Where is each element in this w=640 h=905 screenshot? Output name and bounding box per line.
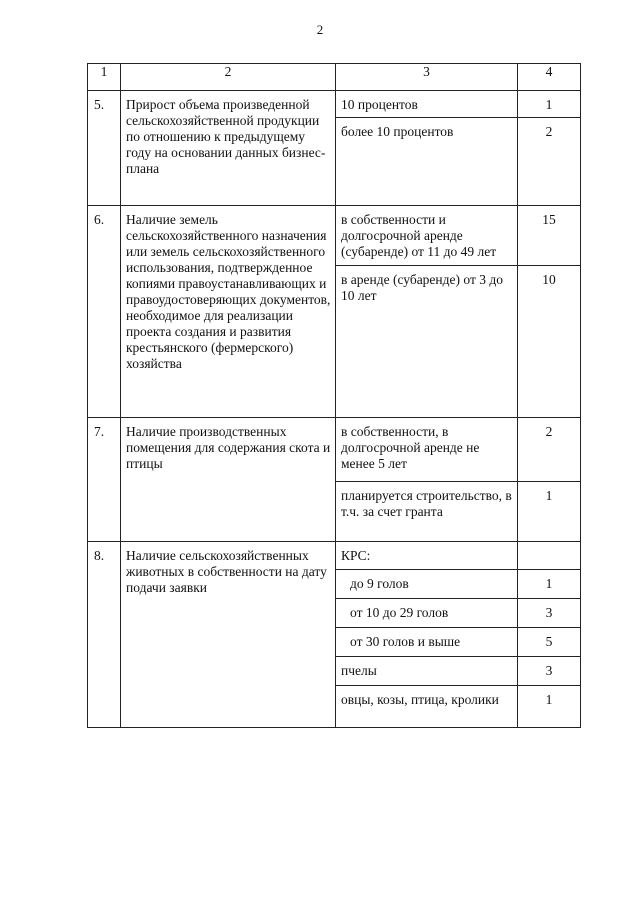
option-points: 1	[518, 91, 581, 118]
criterion-name: Наличие производственных помещения для содержания скота и птицы	[121, 418, 336, 542]
option-label: от 10 до 29 голов	[336, 599, 518, 628]
header-row	[88, 64, 581, 91]
option-points: 3	[518, 657, 581, 686]
header-col-3: 3	[336, 64, 518, 91]
option-label: от 30 голов и выше	[336, 628, 518, 657]
criterion-row	[88, 91, 581, 118]
option-points: 3	[518, 599, 581, 628]
option-points: 10	[518, 266, 581, 418]
option-points: 2	[518, 418, 581, 482]
option-points: 2	[518, 118, 581, 206]
criterion-number: 5.	[88, 91, 121, 206]
option-label: более 10 процентов	[336, 118, 518, 206]
criterion-row	[88, 418, 581, 482]
criterion-name: Наличие сельскохозяйственных животных в собственности на дату подачи заявки	[121, 542, 336, 728]
criterion-number: 6.	[88, 206, 121, 418]
option-points	[518, 542, 581, 570]
criterion-number: 7.	[88, 418, 121, 542]
option-label: КРС:	[336, 542, 518, 570]
criterion-row	[88, 542, 581, 570]
header-col-4: 4	[518, 64, 581, 91]
option-label: до 9 голов	[336, 570, 518, 599]
option-label: планируется строительство, в т.ч. за счет гранта	[336, 482, 518, 542]
criterion-number: 8.	[88, 542, 121, 728]
page-number: 2	[316, 22, 324, 37]
option-label: овцы, козы, птица, кролики	[336, 686, 518, 728]
criterion-name: Наличие земель сельскохозяйственного назначения или земель сельскохозяйственного использования, подтвержденное копиями правоустанавливающих и правоудостоверяющих документов, необходимое для реализации проекта создания и развития крестьянского (фермерского) хозяйства	[121, 206, 336, 418]
option-points: 1	[518, 686, 581, 728]
option-label: пчелы	[336, 657, 518, 686]
criterion-row	[88, 206, 581, 266]
option-label: в аренде (субаренде) от 3 до 10 лет	[336, 266, 518, 418]
option-points: 1	[518, 570, 581, 599]
header-col-1: 1	[88, 64, 121, 91]
criterion-name: Прирост объема произведенной сельскохозяйственной продукции по отношению к предыдущему году на основании данных бизнес-плана	[121, 91, 336, 206]
criteria-table	[87, 63, 581, 728]
option-points: 5	[518, 628, 581, 657]
option-label: в собственности и долгосрочной аренде (субаренде) от 11 до 49 лет	[336, 206, 518, 266]
option-label: 10 процентов	[336, 91, 518, 118]
option-label: в собственности, в долгосрочной аренде не менее 5 лет	[336, 418, 518, 482]
option-points: 1	[518, 482, 581, 542]
header-col-2: 2	[121, 64, 336, 91]
option-points: 15	[518, 206, 581, 266]
